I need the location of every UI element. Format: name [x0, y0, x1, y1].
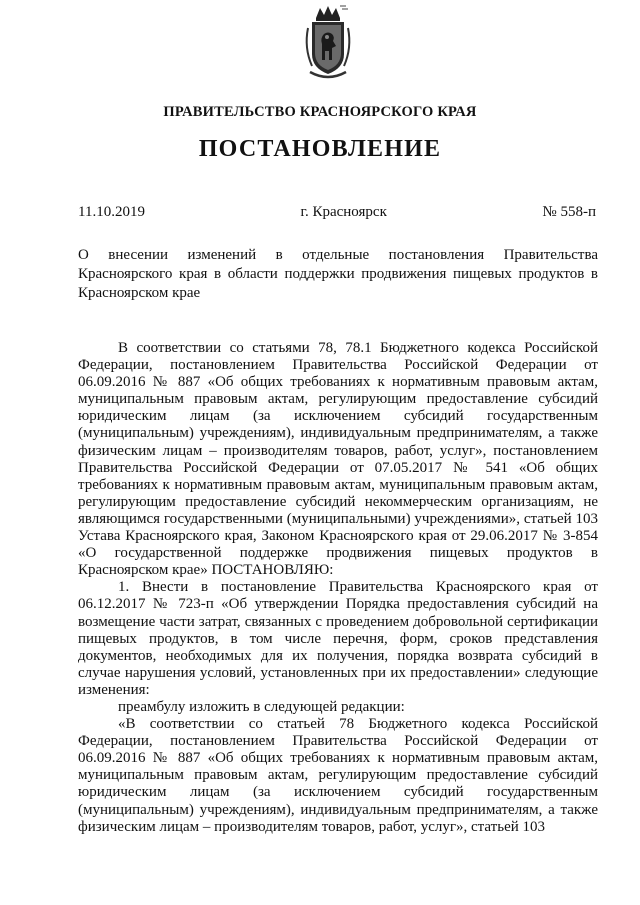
body-paragraph: преамбулу изложить в следующей редакции: — [118, 698, 405, 715]
body-paragraph: 1. Внести в постановление Правительства Красноярского края от 06.12.2017 № 723-п «Об утверждении Порядка предоставления субсидий на возмещение части затрат, связанных с проведением добровольной сертификации пищевых продуктов, в том числе перечня, форм, сроков представления документов, необходимых для их получения, порядка возврата субсидий в случае нарушения условий, установленных при их предоставлении» следующие изменения: — [78, 579, 598, 698]
document-body — [78, 340, 598, 836]
document-city: г. Красноярск — [300, 204, 387, 220]
document-number: № 558-п — [542, 204, 596, 220]
document-meta — [78, 204, 596, 221]
document-type: ПОСТАНОВЛЕНИЕ — [198, 136, 442, 162]
document-subject: О внесении изменений в отдельные постановления Правительства Красноярского края в области поддержки продвижения пищевых продуктов в Красноярском крае — [78, 247, 598, 301]
krasnoyarsk-coat-of-arms-icon — [302, 4, 354, 82]
body-paragraph: «В соответствии со статьей 78 Бюджетного кодекса Российской Федерации, постановлением Правительства Российской Федерации от 06.09.2016 № 887 «Об общих требованиях к нормативным правовым актам, муниципальным правовым актам, регулирующим предоставление субсидий юридическим лицам (за исключением субсидий государственным (муниципальным) учреждениям), индивидуальным предпринимателям, а также физическим лицам – производителям товаров, работ, услуг», статьей 103 — [78, 716, 598, 835]
body-paragraph: В соответствии со статьями 78, 78.1 Бюджетного кодекса Российской Федерации, постановлением Правительства Российской Федерации от 06.09.2016 № 887 «Об общих требованиях к нормативным правовым актам, муниципальным правовым актам, регулирующим предоставление субсидий юридическим лицам (за исключением субсидий государственным (муниципальным) учреждениям), индивидуальным предпринимателям, а также физическим лицам – производителям товаров, работ, услуг», постановлением Правительства Российской Федерации от 07.05.2017 № 541 «Об общих требованиях к нормативным правовым актам, муниципальным правовым актам, регулирующим предоставление субсидий некоммерческим организациям, не являющимся государственными (муниципальными) учреждениями», статьей 103 Устава Красноярского края, Законом Красноярского края от 29.06.2017 № 3-854 «О государственной поддержке продвижения пищевых продуктов в Красноярском крае» ПОСТАНОВЛЯЮ: — [78, 340, 598, 579]
government-title: ПРАВИТЕЛЬСТВО КРАСНОЯРСКОГО КРАЯ — [163, 104, 477, 120]
document-date: 11.10.2019 — [78, 204, 145, 220]
